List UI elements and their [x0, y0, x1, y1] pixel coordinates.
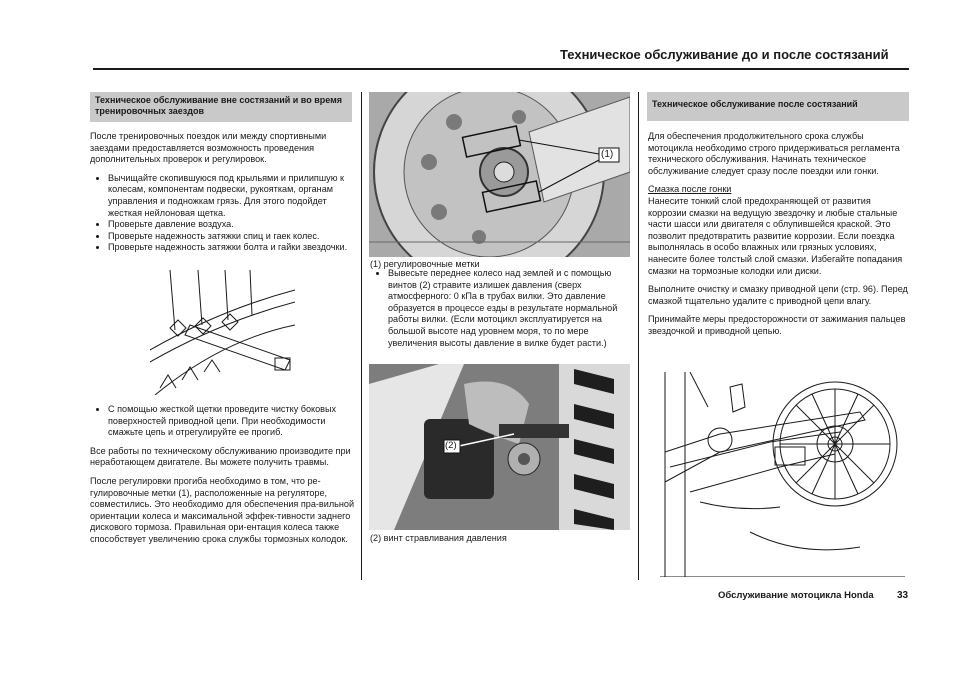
list-item: • Вывесьте переднее колесо над землей и с помощью винтов (2) стравите излишек давления (сверх атмосферного: 0 кПа в трубах вилки. Это давление образуется в процессе езды в результате нормальной работы вилки. (Если мотоцикл эксплуатируется на большой высоте над уровнем моря, то по мере увеличения высоты давление в вилке будет расти.) — [388, 268, 632, 349]
list-item: • Вычищайте скопившуюся под крыльями и прилипшую к колесам, компонентам подвески, рукояткам, органам управления и подножкам грязь. Для этого подойдет жесткая нейлоновая щетка. — [108, 173, 354, 219]
page-title: Техническое обслуживание до и после состязаний — [560, 47, 889, 62]
list-item: • Проверьте надежность затяжки болта и гайки звездочки. — [108, 242, 354, 254]
right-para-chain: Выполните очистку и смазку приводной цепи (стр. 96). Перед смазкой тщательно удалите с приводной цепи влагу. — [648, 284, 908, 306]
figure-caption-1: (1) регулировочные метки — [370, 259, 480, 269]
left-text-top — [90, 131, 354, 261]
left-bullet-list-2 — [90, 404, 356, 439]
title-rule — [93, 68, 909, 70]
callout-1: (1) — [601, 149, 614, 160]
left-para-safety: Все работы по техническому обслуживанию производите при неработающем двигателе. Вы можете получить травмы. — [90, 445, 351, 468]
list-item: • С помощью жесткой щетки проведите чистку боковых поверхностей приводной цепи. При необходимости смажьте цепь и отрегулируйте ее прогиб. — [108, 404, 356, 439]
middle-text — [370, 268, 632, 356]
wheel-brush-illustration — [150, 270, 295, 395]
right-para-caution: Принимайте меры предосторожности от зажимания пальцев звездочкой и приводной цепью. — [648, 314, 906, 336]
callout-2: (2) — [445, 440, 457, 451]
middle-bullet-list — [370, 268, 632, 349]
right-para-lubrication: Нанесите тонкий слой предохраняющей от развития коррозии смазки на ведущую звездочку и любые стальные части шасси или двигателя с облупившейся краской. Это позволит предотвратить развитие коррозии. Если поездка выполнялась в особо влажных или грязных условиях, нанесите более толстый слой смазки. Избегайте попадания смазки на тормозные колодки или диски. — [648, 195, 903, 276]
section-heading-between-races: Техническое обслуживание вне состязаний и во время тренировочных заездов — [90, 92, 352, 122]
list-item: • Проверьте надежность затяжки спиц и гаек колес. — [108, 231, 354, 243]
adjuster-photo — [369, 92, 630, 257]
rear-wheel-illustration — [660, 372, 905, 577]
section-heading-after-races: Техническое обслуживание после состязаний — [647, 92, 909, 121]
right-text — [648, 131, 910, 345]
footer-text: Обслуживание мотоцикла Honda — [718, 590, 874, 601]
column-divider-right — [638, 92, 639, 580]
left-text-bottom — [90, 404, 356, 553]
left-para-adjustment: После регулировки прогиба необходимо в том, что ре-гулировочные метки (1), расположенные на регуляторе, совместились. Это необходимо для обеспечения пра-вильной ориентации колеса и максимальной эффек-тивности заднего дискового тормоза. Правильная ори-ентация колеса также способствует увеличению срока службы тормозных колодок. — [90, 475, 355, 544]
right-para-intro: Для обеспечения продолжительного срока службы мотоцикла необходимо строго придерживаться регламента технического обслуживания. Начинать техническое обслуживание следует сразу после поездки или гонки. — [648, 131, 900, 176]
left-bullet-list — [90, 173, 354, 254]
column-divider-left — [361, 92, 362, 580]
right-subheading: Смазка после гонки — [648, 184, 732, 195]
list-item: • Проверьте давление воздуха. — [108, 219, 354, 231]
page-number: 33 — [897, 590, 909, 601]
left-intro: После тренировочных поездок или между спортивными заездами предоставляется возможность проведения дополнительных проверок и регулировок. — [90, 131, 327, 165]
fork-valve-photo — [369, 364, 630, 530]
figure-caption-2: (2) винт стравливания давления — [370, 533, 507, 543]
